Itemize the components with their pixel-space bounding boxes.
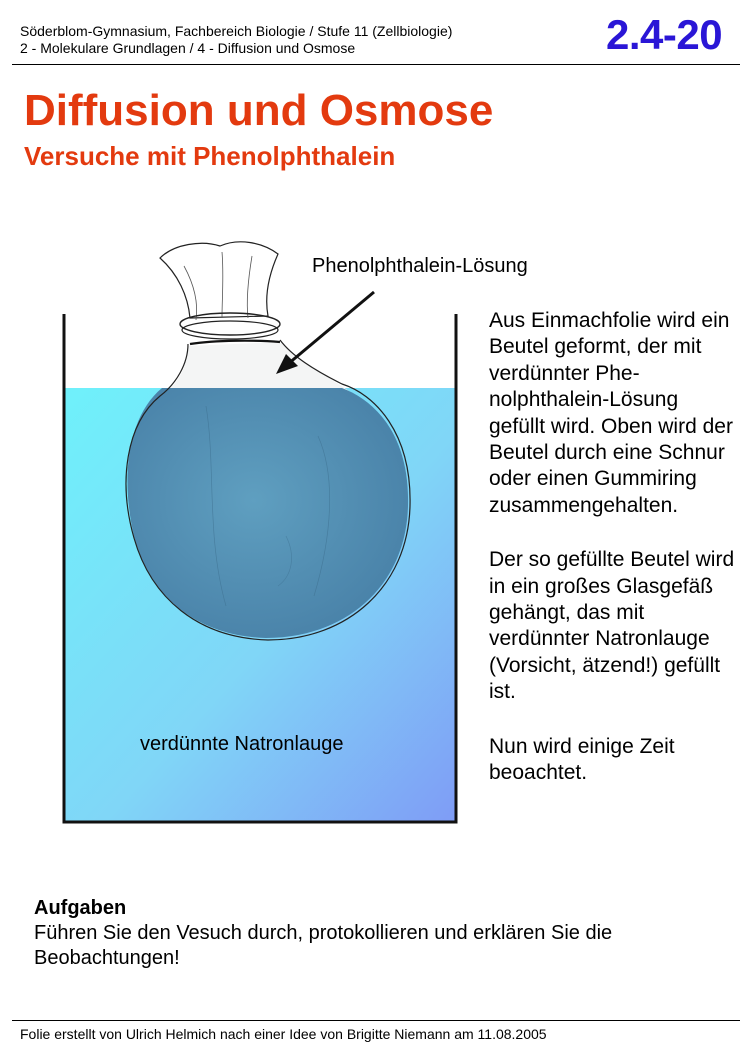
label-phenolphthalein: Phenolphthalein-Lösung <box>312 255 528 277</box>
experiment-illustration <box>56 236 528 836</box>
description-paragraph-2: Der so gefüllte Beutel wird in ein großes Glasgefäß gehängt, das mit verdünnter Natronlauge (Vorsicht, ätzend!) gefüllt ist. <box>489 548 735 704</box>
header-divider <box>12 64 740 65</box>
footer-credit: Folie erstellt von Ulrich Helmich nach einer Idee von Brigitte Niemann am 11.08.2005 <box>20 1026 547 1042</box>
slide-code: 2.4-20 <box>606 11 723 58</box>
tasks-heading: Aufgaben <box>34 897 127 919</box>
bag-upper-foil <box>162 342 356 396</box>
page-subtitle: Versuche mit Phenolphthalein <box>24 141 396 171</box>
page-title: Diffusion und Osmose <box>24 86 494 135</box>
header-school-line: Söderblom-Gymnasium, Fachbereich Biologie / Stufe 11 (Zellbiologie) <box>20 23 453 39</box>
description-paragraph-1: Aus Einmachfolie wird ein Beutel geformt, der mit verdünnter Phenolphthalein-Lösung gefüllt wird. Oben wird der Beutel durch eine Schnur oder einen Gummiring zusammengehalten. <box>489 309 733 517</box>
bag-neck <box>160 242 278 318</box>
tasks-text: Führen Sie den Vesuch durch, protokollieren und erklären Sie die Beobachtungen! <box>34 922 613 969</box>
description-text <box>489 308 739 815</box>
label-natronlauge: verdünnte Natronlauge <box>140 733 344 755</box>
pointer-arrow <box>288 292 374 364</box>
footer-divider <box>12 1020 740 1021</box>
description-paragraph-3: Nun wird einige Zeit beoachtet. <box>489 734 675 785</box>
header-topic-line: 2 - Molekulare Grundlagen / 4 - Diffusion und Osmose <box>20 40 356 56</box>
